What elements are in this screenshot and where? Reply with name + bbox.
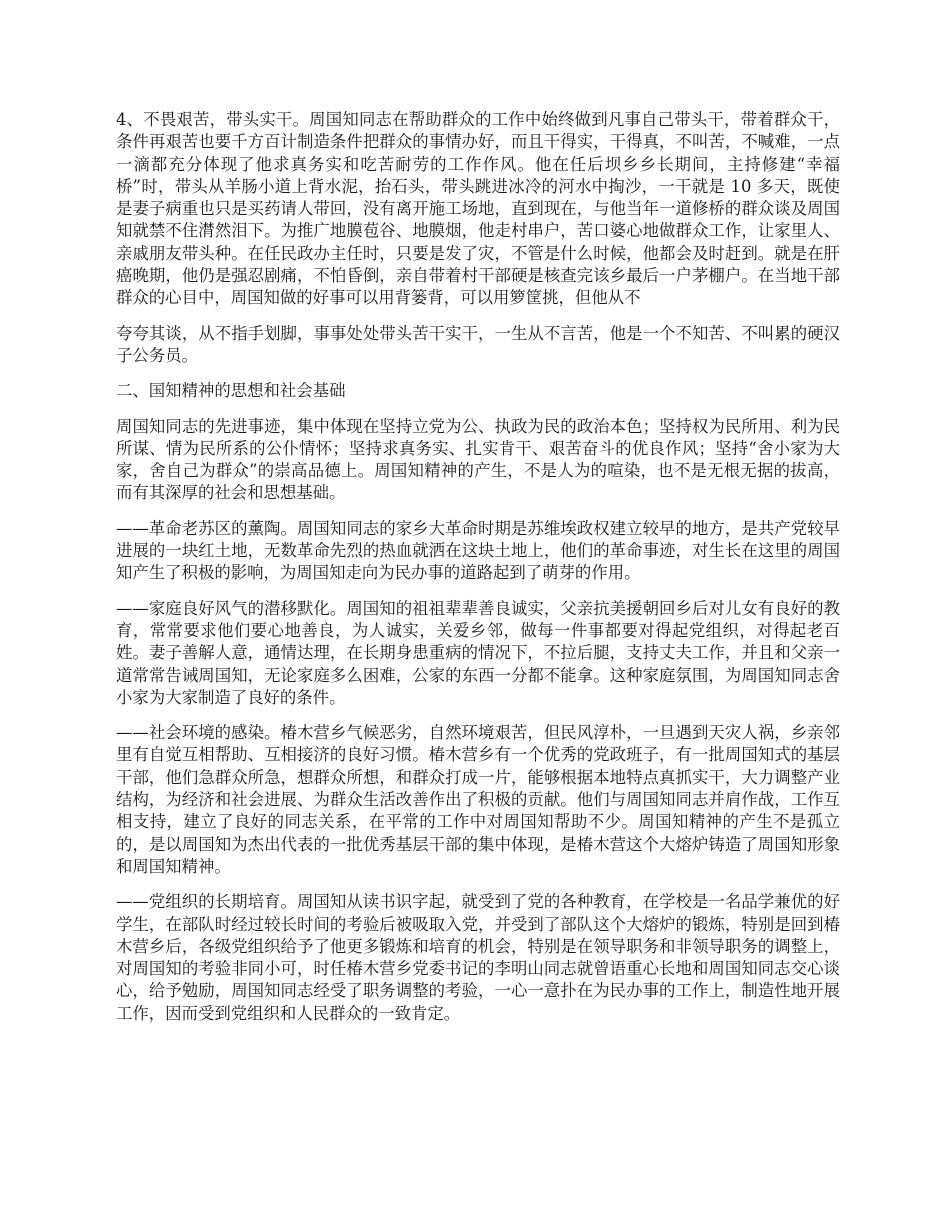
paragraph-family: ——家庭良好风气的潜移默化。周国知的祖祖辈辈善良诚实，父亲抗美援朝回乡后对儿女有良好的教育，常常要求他们要心地善良，为人诚实，关爱乡邻，做每一件事都要对得起党组织，对得起老百姓。妻子善解人意，通情达理，在长期身患重病的情况下，不拉后腿，支持丈夫工作，并且和父亲一道常常告诫周国知，无论家庭多么困难，公家的东西一分都不能拿。这种家庭氛围，为周国知同志舍小家为大家制造了良好的条件。 (116, 598, 840, 707)
paragraph-society: ——社会环境的感染。椿木营乡气候恶劣，自然环境艰苦，但民风淳朴，一旦遇到天灾人祸，乡亲邻里有自觉互相帮助、互相接济的良好习惯。椿木营乡有一个优秀的党政班子，有一批周国知式的基层干部，他们急群众所急，想群众所想，和群众打成一片，能够根据本地特点真抓实干，大力调整产业结构，为经济和社会进展、为群众生活改善作出了积极的贡献。他们与周国知同志并肩作战，工作互相支持，建立了良好的同志关系，在平常的工作中对周国知帮助不少。周国知精神的产生不是孤立的，是以周国知为杰出代表的一批优秀基层干部的集中体现，是椿木营这个大熔炉铸造了周国知形象和周国知精神。 (116, 723, 840, 876)
document-body (116, 109, 840, 1038)
section-heading: 二、国知精神的思想和社会基础 (116, 381, 346, 401)
paragraph-intro: 周国知同志的先进事迹，集中体现在坚持立党为公、执政为民的政治本色；坚持权为民所用、利为民所谋、情为民所系的公仆情怀；坚持求真务实、扎实肯干、艰苦奋斗的优良作风；坚持“舍小家为大家，舍自己为群众”的崇高品德上。周国知精神的产生，不是人为的喧染，也不是无根无据的拔高，而有其深厚的社会和思想基础。 (116, 416, 840, 503)
paragraph-point-4: 4、不畏艰苦，带头实干。周国知同志在帮助群众的工作中始终做到凡事自己带头干，带着群众干，条件再艰苦也要千方百计制造条件把群众的事情办好，而且干得实，干得真，不叫苦，不喊难，一点一滴都充分体现了他求真务实和吃苦耐劳的工作作风。他在任后坝乡乡长期间，主持修建“幸福桥”时，带头从羊肠小道上背水泥，抬石头，带头跳进冰冷的河水中掏沙，一干就是 10 多天，既使是妻子病重也只是买药请人带回，没有离开施工场地，直到现在，与他当年一道修桥的群众谈及周国知就禁不住潸然泪下。为推广地膜苞谷、地膜烟，他走村串户，苦口婆心地做群众工作，让家里人、亲戚朋友带头种。在任民政办主任时，只要是发了灾，不管是什么时候，他都会及时赶到。就是在肝癌晚期，他仍是强忍剧痛，不怕昏倒，亲自带着村干部硬是核查完该乡最后一户茅棚户。在当地干部群众的心目中，周国知做的好事可以用背篓背，可以用箩筐挑，但他从不 (116, 110, 840, 308)
paragraph-revolution: ——革命老苏区的薰陶。周国知同志的家乡大革命时期是苏维埃政权建立较早的地方，是共产党较早进展的一块红土地，无数革命先烈的热血就洒在这块土地上，他们的革命事迹，对生长在这里的周国知产生了积极的影响，为周国知走向为民办事的道路起到了萌芽的作用。 (116, 518, 840, 583)
paragraph-party: ——党组织的长期培育。周国知从读书识字起，就受到了党的各种教育，在学校是一名品学兼优的好学生，在部队时经过较长时间的考验后被吸取入党，并受到了部队这个大熔炉的锻炼，特别是回到椿木营乡后，各级党组织给予了他更多锻炼和培育的机会，特别是在领导职务和非领导职务的调整上，对周国知的考验非同小可，时任椿木营乡党委书记的李明山同志就曾语重心长地和周国知同志交心谈心，给予勉励，周国知同志经受了职务调整的考验，一心一意扑在为民办事的工作上，制造性地开展工作，因而受到党组织和人民群众的一致肯定。 (116, 892, 840, 1023)
paragraph-continuation: 夸夸其谈，从不指手划脚，事事处处带头苦干实干，一生从不言苦，他是一个不知苦、不叫累的硬汉子公务员。 (116, 323, 840, 365)
